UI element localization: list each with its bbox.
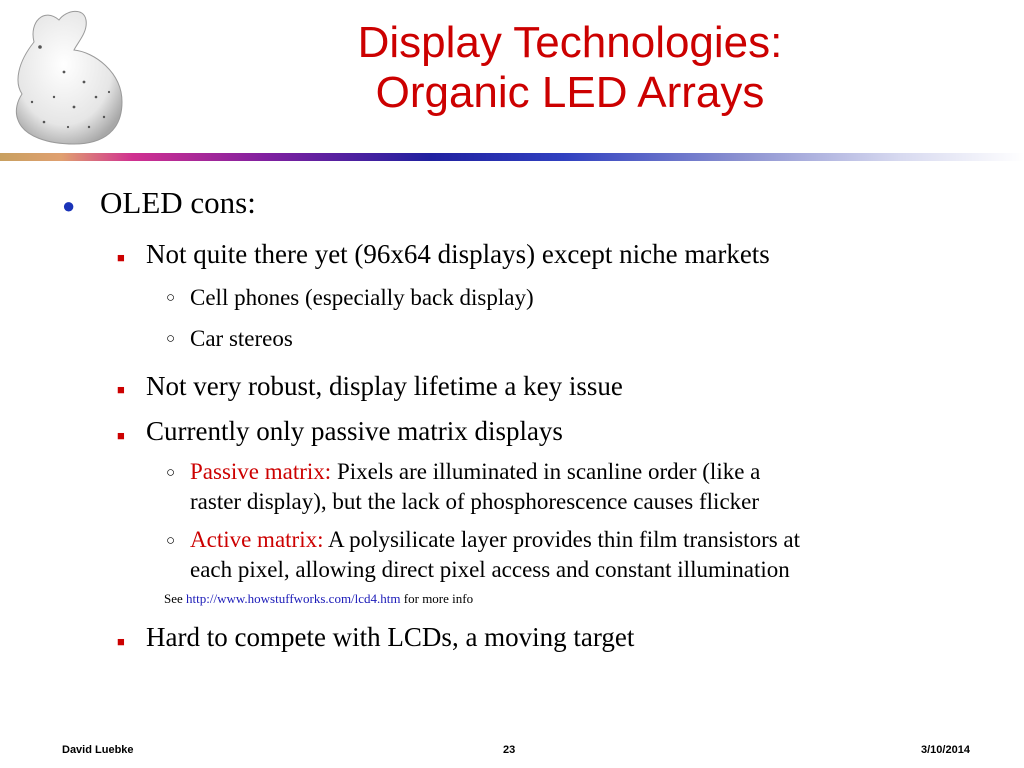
active-matrix-label: Active matrix: (190, 527, 324, 552)
active-matrix-text: A polysilicate layer provides thin film transistors at (323, 527, 801, 552)
active-matrix-item (190, 527, 800, 553)
list-item: Not very robust, display lifetime a key issue (146, 371, 623, 401)
list-item: Car stereos (190, 326, 293, 351)
circle-bullet-icon: ○ (166, 290, 176, 306)
active-matrix-text-cont: each pixel, allowing direct pixel access and constant illumination (190, 557, 790, 582)
passive-matrix-label: Passive matrix: (190, 459, 332, 484)
bunny-logo-icon (4, 2, 130, 152)
list-item: Hard to compete with LCDs, a moving target (146, 622, 635, 652)
circle-bullet-icon: ○ (166, 533, 176, 549)
list-item: Not quite there yet (96x64 displays) except niche markets (146, 239, 770, 269)
square-bullet-icon: ■ (117, 382, 125, 397)
circle-bullet-icon: ○ (166, 465, 176, 481)
circle-bullet-icon: ○ (166, 331, 176, 347)
square-bullet-icon: ■ (117, 250, 125, 265)
see-suffix: for more info (400, 591, 474, 606)
title-divider (0, 153, 1024, 161)
title-line-1: Display Technologies: (357, 18, 783, 67)
round-bullet-icon: ● (62, 193, 76, 218)
slide-title (200, 18, 940, 118)
passive-matrix-item (190, 459, 760, 485)
howstuffworks-link[interactable]: http://www.howstuffworks.com/lcd4.htm (186, 591, 401, 606)
footer-page-number: 23 (503, 744, 516, 756)
footer-date: 3/10/2014 (921, 744, 970, 756)
title-line-2: Organic LED Arrays (375, 68, 765, 117)
footer-author: David Luebke (62, 744, 134, 756)
passive-matrix-text-cont: raster display), but the lack of phosphorescence causes flicker (190, 489, 760, 514)
square-bullet-icon: ■ (117, 428, 125, 443)
square-bullet-icon: ■ (117, 634, 125, 649)
see-prefix: See (164, 591, 187, 606)
heading-oled-cons: OLED cons: (100, 185, 256, 220)
see-more-note (164, 591, 473, 607)
list-item: Cell phones (especially back display) (190, 285, 534, 310)
list-item: Currently only passive matrix displays (146, 416, 563, 446)
passive-matrix-text: Pixels are illuminated in scanline order (like a (331, 459, 761, 484)
